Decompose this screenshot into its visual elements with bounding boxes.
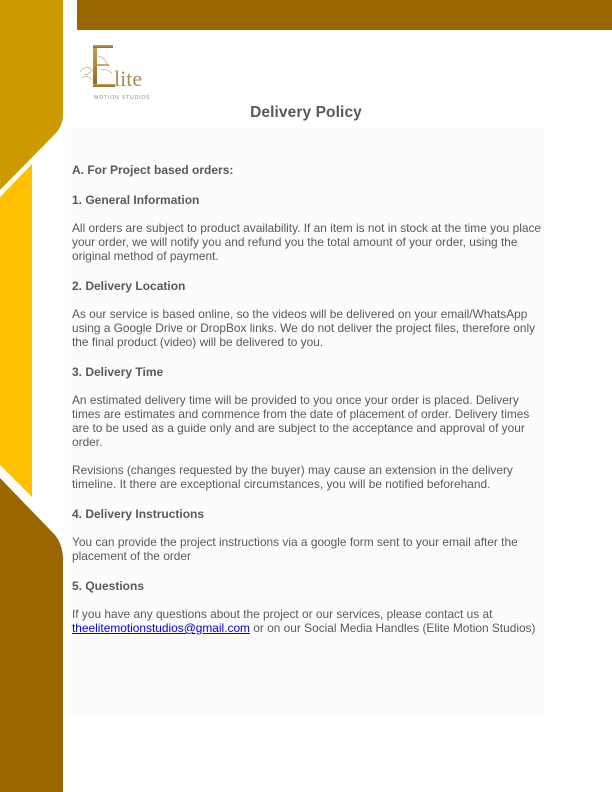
contact-prefix: If you have any questions about the project or our services, please contact us at	[72, 607, 493, 621]
section-paragraph: As our service is based online, so the videos will be delivered on your email/WhatsApp using a Google Drive or DropBox links. We do not deliver the project files, therefore only the final product (video) will be delivered to you.	[72, 307, 536, 349]
section-heading-questions: 5. Questions	[72, 579, 145, 593]
yellow-strip	[0, 164, 32, 497]
section-heading-delivery-location: 2. Delivery Location	[72, 279, 186, 293]
policy-content	[72, 163, 544, 635]
section-paragraph: Revisions (changes requested by the buyer) may cause an extension in the delivery timeline. It there are exceptional circumstances, you will be notified beforehand.	[72, 463, 513, 491]
email-link[interactable]: theelitemotionstudios@gmail.com	[72, 621, 250, 635]
section-paragraph: An estimated delivery time will be provided to you once your order is placed. Delivery times are estimates and commence from the date of placement of order. Delivery times are to be used as a guide only and are subject to the acceptance and approval of your order.	[72, 393, 530, 449]
section-heading-general-information: 1. General Information	[72, 193, 200, 207]
logo-tagline: MOTION STUDIOS	[94, 95, 151, 101]
page-title: Delivery Policy	[250, 104, 362, 121]
section-heading-delivery-time: 3. Delivery Time	[72, 365, 164, 379]
contact-paragraph	[72, 607, 544, 635]
contact-suffix: or on our Social Media Handles (Elite Motion Studios)	[249, 621, 536, 635]
elite-motion-studios-logo	[78, 44, 173, 104]
brown-shape-bottom	[0, 478, 63, 792]
section-heading-delivery-instructions: 4. Delivery Instructions	[72, 507, 205, 521]
gold-shape-top	[0, 0, 63, 190]
header-bar	[77, 0, 612, 30]
logo-wordmark: lite	[114, 66, 143, 91]
section-paragraph: You can provide the project instructions via a google form sent to your email after the placement of the order	[72, 535, 518, 563]
section-paragraph: All orders are subject to product availability. If an item is not in stock at the time you place your order, we will notify you and refund you the total amount of your order, using the original method of payment.	[72, 221, 542, 263]
section-a-heading: A. For Project based orders:	[72, 163, 234, 177]
